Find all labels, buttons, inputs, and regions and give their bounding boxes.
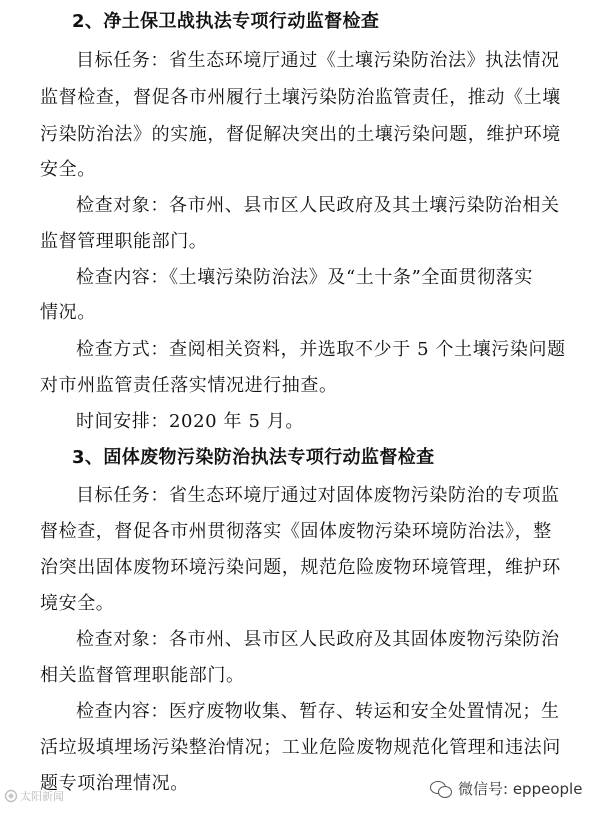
paragraph-line: 情况。 bbox=[40, 302, 96, 323]
wechat-id-text: 微信号: eppeople bbox=[458, 780, 583, 798]
paragraph-line: 污染防治法》的实施，督促解决突出的土壤污染问题，维护环境 bbox=[40, 124, 561, 145]
paragraph-line: 对市州监管责任落实情况进行抽查。 bbox=[40, 375, 338, 396]
paragraph-line: 时间安排：2020 年 5 月。 bbox=[76, 411, 305, 432]
wechat-icon bbox=[430, 780, 452, 798]
paragraph-line: 治突出固体废物环境污染问题，规范危险废物环境管理，维护环 bbox=[40, 557, 561, 578]
paragraph-line: 检查方式：查阅相关资料，并选取不少于 5 个土壤污染问题 bbox=[76, 339, 566, 360]
paragraph-line: 相关监督管理职能部门。 bbox=[40, 665, 245, 686]
paragraph-line: 监督检查，督促各市州履行土壤污染防治监管责任，推动《土壤 bbox=[40, 87, 561, 108]
paragraph-line: 题专项治理情况。 bbox=[40, 773, 189, 794]
watermark-wechat bbox=[430, 778, 582, 799]
paragraph-line: 目标任务：省生态环境厅通过对固体废物污染防治的专项监 bbox=[76, 485, 560, 506]
paragraph-line: 监督管理职能部门。 bbox=[40, 231, 208, 252]
paragraph-line: 检查对象：各市州、县市区人民政府及其土壤污染防治相关 bbox=[76, 195, 560, 216]
watermark-left-text: 太阳新闻 bbox=[20, 790, 64, 803]
section-3-heading: 3、固体废物污染防治执法专项行动监督检查 bbox=[72, 447, 435, 468]
paragraph-line: 检查内容：《土壤污染防治法》及“土十条”全面贯彻落实 bbox=[76, 267, 534, 288]
paragraph-line: 安全。 bbox=[40, 159, 96, 180]
paragraph-line: 检查内容：医疗废物收集、暂存、转运和安全处置情况；生 bbox=[76, 701, 560, 722]
paragraph-line: 活垃圾填埋场污染整治情况；工业危险废物规范化管理和违法问 bbox=[40, 737, 561, 758]
news-logo-icon bbox=[4, 789, 18, 803]
paragraph-line: 督检查，督促各市州贯彻落实《固体废物污染环境防治法》，整 bbox=[40, 521, 552, 542]
paragraph-line: 目标任务：省生态环境厅通过《土壤污染防治法》执法情况 bbox=[76, 50, 560, 71]
section-2-heading: 2、净土保卫战执法专项行动监督检查 bbox=[72, 11, 380, 32]
paragraph-line: 检查对象：各市州、县市区人民政府及其固体废物污染防治 bbox=[76, 629, 560, 650]
watermark-left bbox=[4, 788, 64, 804]
paragraph-line: 境安全。 bbox=[40, 593, 115, 614]
